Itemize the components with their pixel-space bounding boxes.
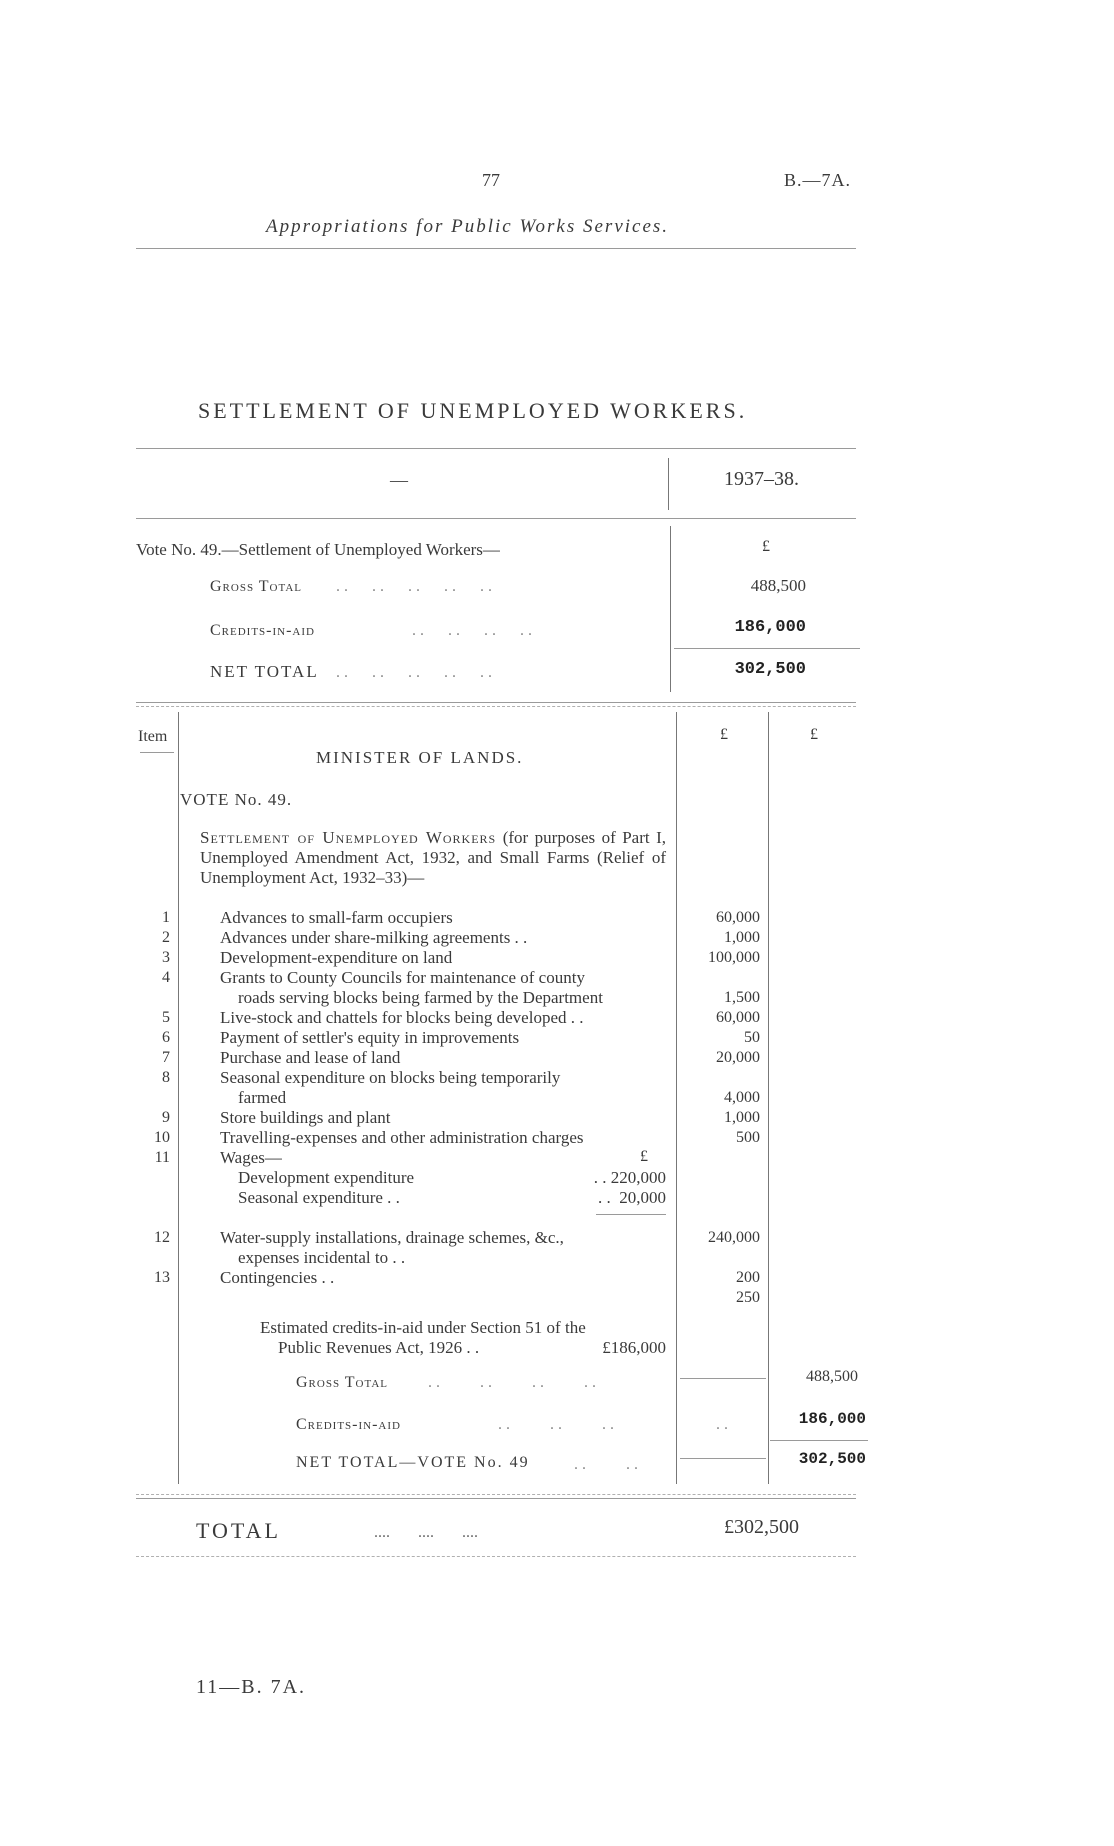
item-text: Advances under share-milking agreements . . (220, 928, 528, 947)
item-text: Purchase and lease of land (220, 1048, 401, 1067)
detail-net-value: 302,500 (798, 1450, 866, 1468)
detail-bottom-rule-2 (136, 1498, 856, 1499)
vote-intro-text: (for purposes of Part I, Unemployed Amendment Act, 1932, and Small Farms (Relief of Unemployment Act, 1932–33)— (200, 828, 666, 887)
item-number: 5 (162, 1009, 170, 1026)
wages-currency: £ (640, 1148, 648, 1165)
gross-rule (680, 1378, 766, 1379)
amount-currency-header: £ (720, 726, 728, 743)
item-numbers (146, 908, 170, 1288)
summary-credits-label: Credits-in-aid (210, 622, 315, 639)
summary-currency: £ (762, 538, 770, 555)
item-descriptions (220, 908, 666, 1288)
item-number: 10 (154, 1129, 170, 1146)
item-text: Store buildings and plant (220, 1108, 391, 1127)
item-text: Travelling-expenses and other administration charges (220, 1128, 584, 1147)
summary-blank-column-header: — (390, 470, 408, 490)
item-number: 6 (162, 1029, 170, 1046)
detail-net-dots: . . . . (574, 1456, 638, 1473)
item-text: Contingencies . . (220, 1268, 335, 1287)
item-number: 4 (162, 969, 170, 986)
item-number: 2 (162, 929, 170, 946)
summary-net-label: NET TOTAL (210, 662, 319, 681)
item-number: 9 (162, 1109, 170, 1126)
grand-total-rule (136, 1556, 856, 1557)
summary-net-value: 302,500 (734, 660, 806, 679)
item-amount: 1,000 (724, 1109, 760, 1126)
vote-intro-title: Settlement of Unemployed Workers (200, 828, 497, 847)
detail-top-rule (136, 702, 856, 703)
document-reference: B.—7A. (784, 170, 852, 190)
detail-gross-label: Gross Total (296, 1374, 389, 1391)
summary-vote-line: Vote No. 49.—Settlement of Unemployed Workers— (136, 540, 500, 559)
detail-top-rule-2 (136, 706, 856, 707)
wages-line-value: . . 220,000 (593, 1168, 666, 1187)
item-text-continued: expenses incidental to . . (238, 1248, 406, 1267)
item-header-rule (140, 752, 174, 753)
grand-total-value: £302,500 (724, 1516, 799, 1538)
document-title: SETTLEMENT OF UNEMPLOYED WORKERS. (198, 398, 748, 423)
item-number: 7 (162, 1049, 170, 1066)
grand-total-dots: .... .... .... (374, 1524, 478, 1541)
summary-credits-dots: . . . . . . . . (412, 622, 532, 639)
item-text: Advances to small-farm occupiers (220, 908, 453, 927)
item-text: Seasonal expenditure on blocks being temporarily (220, 1068, 561, 1087)
item-number: 12 (154, 1229, 170, 1246)
detail-bottom-rule (136, 1494, 856, 1495)
summary-subtotal-rule (674, 648, 860, 649)
detail-credits-value: 186,000 (798, 1410, 866, 1428)
detail-net-label: NET TOTAL—VOTE No. 49 (296, 1454, 530, 1471)
grand-total-label: TOTAL (196, 1518, 281, 1543)
summary-gross-label: Gross Total (210, 578, 303, 595)
detail-credits-label: Credits-in-aid (296, 1416, 401, 1433)
credits-note-line: Public Revenues Act, 1926 . . (278, 1338, 480, 1357)
item-text-continued: farmed (238, 1088, 287, 1107)
item-amount: 4,000 (724, 1089, 760, 1106)
item-number: 8 (162, 1069, 170, 1086)
summary-year-header: 1937–38. (724, 468, 799, 490)
header-rule (136, 248, 856, 249)
summary-credits-value: 186,000 (734, 618, 806, 637)
page-footer-reference: 11—B. 7A. (196, 1676, 307, 1698)
credits-note-amount: £186,000 (602, 1338, 666, 1357)
item-text: Development-expenditure on land (220, 948, 453, 967)
summary-top-rule (136, 448, 856, 449)
wages-line-value: . . 20,000 (598, 1188, 666, 1207)
minister-heading: MINISTER OF LANDS. (316, 748, 524, 767)
vote-intro (200, 828, 666, 888)
net-rule-left (680, 1458, 766, 1459)
item-text: Payment of settler's equity in improvements (220, 1028, 520, 1047)
summary-header-rule (136, 518, 856, 519)
item-text: Wages— (220, 1148, 282, 1167)
detail-credits-dots: . . . . . . (498, 1416, 614, 1433)
item-amount: 240,000 (708, 1229, 760, 1246)
item-amount: 1,000 (724, 929, 760, 946)
item-column-header: Item (138, 728, 168, 745)
credits-note (260, 1318, 666, 1358)
summary-value-divider (670, 526, 671, 692)
summary-gross-dots: . . . . . . . . . . (336, 578, 492, 595)
item-amount: 100,000 (708, 949, 760, 966)
item-amount: 20,000 (716, 1049, 760, 1066)
item-number: 3 (162, 949, 170, 966)
credits-note-line: Estimated credits-in-aid under Section 51 of the (260, 1318, 586, 1337)
wages-subtotal-rule (596, 1214, 666, 1215)
item-amount: 500 (736, 1129, 760, 1146)
item-amount: 1,500 (724, 989, 760, 1006)
item-amounts (686, 908, 760, 1308)
detail-gross-dots: . . . . . . . . (428, 1374, 596, 1391)
item-text: Live-stock and chattels for blocks being developed . . (220, 1008, 584, 1027)
item-column-divider (178, 712, 179, 1484)
summary-net-dots: . . . . . . . . . . (336, 664, 492, 681)
item-text: Water-supply installations, drainage schemes, &c., (220, 1228, 564, 1247)
item-number: 13 (154, 1269, 170, 1286)
item-amount: 200 (736, 1269, 760, 1286)
net-rule-right (770, 1440, 868, 1441)
detail-gross-value: 488,500 (806, 1368, 858, 1385)
detail-credits-mid: . . (716, 1416, 728, 1433)
item-amount: 60,000 (716, 909, 760, 926)
summary-gross-value: 488,500 (750, 576, 806, 595)
summary-column-divider (668, 458, 669, 510)
page-subtitle: Appropriations for Public Works Services. (266, 216, 670, 237)
wages-breakdown (238, 1168, 666, 1208)
text-column-divider (676, 712, 677, 1484)
total-currency-header: £ (810, 726, 818, 743)
wages-line-label: Seasonal expenditure . . (238, 1188, 400, 1207)
vote-heading: VOTE No. 49. (180, 790, 293, 809)
item-number: 11 (154, 1149, 170, 1166)
amount-column-divider (768, 712, 769, 1484)
item-amount: 50 (744, 1029, 760, 1046)
item-text: Grants to County Councils for maintenance of county (220, 968, 585, 987)
page-number: 77 (482, 170, 500, 190)
wages-line-label: Development expenditure (238, 1168, 415, 1187)
item-amount: 250 (736, 1289, 760, 1306)
item-amount: 60,000 (716, 1009, 760, 1026)
item-number: 1 (162, 909, 170, 926)
item-text-continued: roads serving blocks being farmed by the Department (238, 988, 603, 1007)
